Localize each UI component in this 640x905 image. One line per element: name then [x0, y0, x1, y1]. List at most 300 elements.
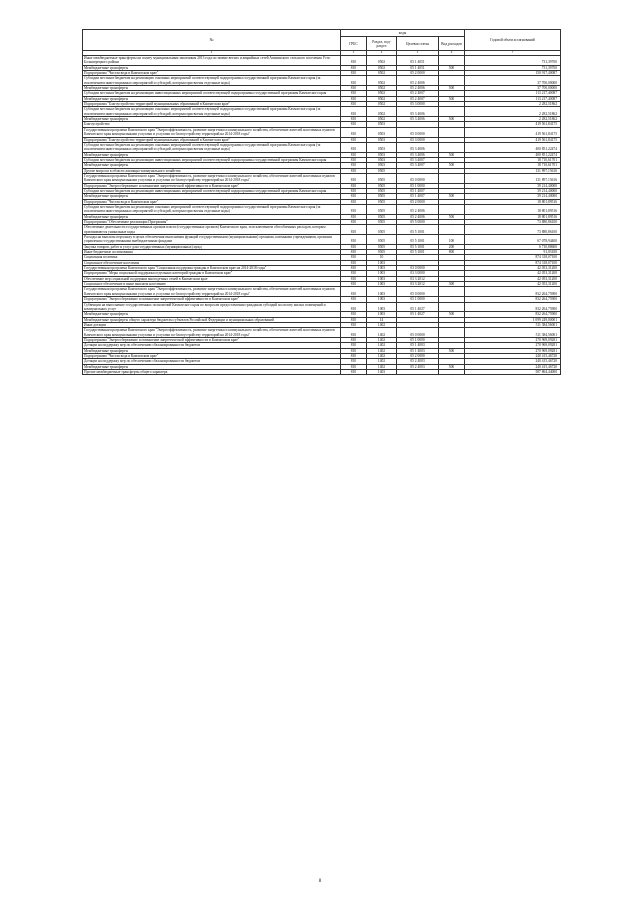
row-grbs: 810 [341, 199, 367, 204]
row-name: Подпрограмма "Энергосбережение и повышение энергетической эффективности в Камчатском крае" [83, 337, 341, 342]
row-section: 0505 [367, 235, 397, 245]
col-num: 7 [465, 51, 561, 56]
row-target-article: 05 1 4003 [397, 343, 439, 348]
row-expense-type: 500 [439, 65, 465, 70]
row-target-article: 05 0 0000 [397, 287, 439, 297]
table-row [83, 127, 561, 137]
row-section: 1402 [367, 343, 397, 348]
row-target-article: 05 1 4027 [397, 312, 439, 317]
row-name: Государственная программа Камчатского края "Социальная поддержка граждан в Камчатском крае на 2014-2018 годы" [83, 266, 341, 271]
row-grbs: 810 [341, 244, 367, 249]
row-name: Межбюджетные трансферты [83, 86, 341, 91]
row-target-article: 05 1 4051 [397, 56, 439, 66]
row-amount: 874 318,07100 [465, 260, 561, 265]
row-expense-type: 500 [439, 214, 465, 219]
table-row [83, 235, 561, 245]
budget-table-sheet [82, 29, 560, 375]
row-target-article: 05 3 4006 [397, 117, 439, 122]
row-amount: 240 415,46720 [465, 359, 561, 364]
row-name: Обеспечение мер социальной поддержки многодетных семей в Камчатском крае [83, 276, 341, 281]
table-body [83, 56, 561, 375]
row-amount: 37 700,00000 [465, 86, 561, 91]
row-section: 1003 [367, 276, 397, 281]
row-expense-type [439, 302, 465, 312]
row-grbs: 810 [341, 96, 367, 101]
row-name: Подпрограмма "Чистая вода в Камчатском крае" [83, 199, 341, 204]
row-section: 0505 [367, 204, 397, 214]
row-section: 0505 [367, 220, 397, 225]
row-target-article [397, 369, 439, 374]
row-section: 0503 [367, 122, 397, 127]
row-expense-type [439, 76, 465, 86]
row-section: 1003 [367, 282, 397, 287]
row-section: 0502 [367, 102, 397, 107]
row-grbs: 810 [341, 56, 367, 66]
row-target-article: 05 2 4006 [397, 214, 439, 219]
row-target-article: 05 3 4007 [397, 163, 439, 168]
row-amount: 6 710,88600 [465, 244, 561, 249]
row-name: Подпрограмма "Меры социальной поддержки отдельных категорий граждан в Камчатском крае" [83, 271, 341, 276]
row-amount: 400 851,22474 [465, 142, 561, 152]
row-grbs: 810 [341, 117, 367, 122]
row-section: 0505 [367, 194, 397, 199]
row-grbs: 810 [341, 71, 367, 76]
row-target-article: 03 3 0000 [397, 271, 439, 276]
header-target-article: Целевая статья [397, 37, 439, 51]
row-target-article: 05 2 4006 [397, 86, 439, 91]
row-grbs: 810 [341, 137, 367, 142]
row-name: Подпрограмма "Благоустройство территорий муниципальных образований в Камчатском крае" [83, 102, 341, 107]
row-name: Государственная программа Камчатского края "Энергоэффективность, развитие энергетики и коммунального хозяйства, обеспечение жителей населенных пунктов Камчатского края коммунальными услугами и услугами по благоустройству территорий на 2014-2018 годы" [83, 173, 341, 183]
row-grbs: 810 [341, 127, 367, 137]
row-amount: 113 217,40087 [465, 96, 561, 101]
row-section: 1402 [367, 328, 397, 338]
row-grbs: 810 [341, 194, 367, 199]
row-target-article: 05 3 4006 [397, 107, 439, 117]
row-expense-type: 800 [439, 250, 465, 255]
row-section: 0502 [367, 76, 397, 86]
row-expense-type: 500 [439, 364, 465, 369]
row-section: 0502 [367, 65, 397, 70]
row-target-article: 05 5 1001 [397, 235, 439, 245]
row-name: Субсидии местным бюджетам на реализацию инвестиционных мероприятий соответствующей подпрограммы государственной программы Камчатского края [83, 188, 341, 193]
row-target-article: 03 3 2012 [397, 282, 439, 287]
row-amount: 731,39700 [465, 56, 561, 66]
row-target-article: 05 3 0000 [397, 102, 439, 107]
row-name: Иные бюджетные ассигнования [83, 250, 341, 255]
row-name: Закупка товаров, работ и услуг для государственных (муниципальных) нужд [83, 244, 341, 249]
row-target-article: 05 1 0000 [397, 297, 439, 302]
row-grbs: 810 [341, 152, 367, 157]
row-name: Подпрограмма "Энергосбережение и повышение энергетической эффективности в Камчатском крае" [83, 183, 341, 188]
row-target-article: 05 2 4006 [397, 204, 439, 214]
row-grbs: 810 [341, 86, 367, 91]
row-grbs: 810 [341, 287, 367, 297]
row-section: 0505 [367, 214, 397, 219]
row-name: Подпрограмма "Обеспечение реализации Программы" [83, 220, 341, 225]
row-grbs: 810 [341, 348, 367, 353]
row-grbs: 810 [341, 302, 367, 312]
row-grbs: 810 [341, 173, 367, 183]
row-section: 0503 [367, 137, 397, 142]
row-amount: 73 880,86100 [465, 225, 561, 235]
table-row [83, 76, 561, 86]
row-expense-type: 200 [439, 244, 465, 249]
row-section: 0505 [367, 168, 397, 173]
row-amount: 832 264,75900 [465, 312, 561, 317]
row-name: Прочие межбюджетные трансферты общего характера [83, 369, 341, 374]
row-name: Иные межбюджетные трансферты на оплату муниципальным заказчиком 2013 года по замене ветхих и аварийных сетей Апачинского сельского поселения Усть-Большерецкого района [83, 56, 341, 66]
row-expense-type [439, 287, 465, 297]
row-expense-type [439, 204, 465, 214]
row-name: Обеспечение деятельности государственных органов власти (государственных органов) Камчатского края, за исключением обособленных расходов, которым присваиваются уникальные коды [83, 225, 341, 235]
row-name: Межбюджетные трансферты [83, 152, 341, 157]
row-section: 0502 [367, 96, 397, 101]
row-target-article: 05 2 4007 [397, 96, 439, 101]
row-grbs: 810 [341, 214, 367, 219]
row-expense-type [439, 107, 465, 117]
row-amount: 39 214,40000 [465, 194, 561, 199]
table-row [83, 302, 561, 312]
row-expense-type [439, 56, 465, 66]
row-section: 0502 [367, 91, 397, 96]
row-section: 0505 [367, 188, 397, 193]
row-amount: 42 053,31200 [465, 276, 561, 281]
row-section: 1003 [367, 260, 397, 265]
row-expense-type [439, 127, 465, 137]
row-grbs: 810 [341, 317, 367, 322]
row-amount: 419 561,84175 [465, 127, 561, 137]
row-target-article: 05 2 4006 [397, 76, 439, 86]
row-amount: 42 053,31200 [465, 282, 561, 287]
row-section: 1402 [367, 359, 397, 364]
row-target-article: 05 2 4003 [397, 359, 439, 364]
row-amount: 874 318,07100 [465, 255, 561, 260]
row-grbs: 810 [341, 76, 367, 86]
row-amount: 832 264,75900 [465, 297, 561, 302]
row-grbs: 810 [341, 107, 367, 117]
header-grbs: ГРБС [341, 37, 367, 51]
row-section: 0505 [367, 225, 397, 235]
row-amount: 18 801,89516 [465, 199, 561, 204]
row-amount: 39 214,40000 [465, 188, 561, 193]
row-target-article: 05 2 4003 [397, 364, 439, 369]
row-name: Подпрограмма "Чистая вода в Камчатском крае" [83, 71, 341, 76]
row-amount: 150 917,40087 [465, 71, 561, 76]
row-grbs: 810 [341, 102, 367, 107]
row-name: Подпрограмма "Благоустройство территорий муниципальных образований в Камчатском крае" [83, 137, 341, 142]
row-target-article: 05 5 0000 [397, 220, 439, 225]
table-row [83, 107, 561, 117]
table-row [83, 369, 561, 374]
row-section: 10 [367, 255, 397, 260]
row-section: 1402 [367, 364, 397, 369]
row-section: 0502 [367, 56, 397, 66]
row-expense-type [439, 173, 465, 183]
row-grbs: 810 [341, 65, 367, 70]
row-grbs: 810 [341, 353, 367, 358]
row-amount: 18 710,61701 [465, 163, 561, 168]
row-section: 0503 [367, 157, 397, 162]
row-section: 0502 [367, 71, 397, 76]
row-grbs: 810 [341, 188, 367, 193]
row-section: 1403 [367, 369, 397, 374]
row-name: Иные дотации [83, 322, 341, 327]
row-target-article: 05 1 4007 [397, 188, 439, 193]
row-name: Социальное обеспечение и иные выплаты населению [83, 282, 341, 287]
table-row [83, 287, 561, 297]
budget-table [82, 29, 561, 375]
row-target-article: 03 0 0000 [397, 266, 439, 271]
row-grbs: 810 [341, 322, 367, 327]
row-amount: 37 700,00000 [465, 76, 561, 86]
col-num: 6 [439, 51, 465, 56]
row-amount: 91,03100 [465, 250, 561, 255]
row-amount: 419 561,84175 [465, 137, 561, 142]
row-target-article: 05 5 1001 [397, 244, 439, 249]
row-grbs: 810 [341, 282, 367, 287]
row-amount: 131 897,15616 [465, 173, 561, 183]
row-section: 1003 [367, 266, 397, 271]
row-amount: 1 099 249,00001 [465, 317, 561, 322]
row-section: 1402 [367, 348, 397, 353]
page-number: 8 [318, 879, 322, 884]
row-target-article: 05 1 4027 [397, 302, 439, 312]
row-section: 1003 [367, 297, 397, 302]
row-target-article: 05 2 4007 [397, 91, 439, 96]
row-grbs: 810 [341, 260, 367, 265]
row-expense-type: 500 [439, 163, 465, 168]
row-target-article: 05 0 0000 [397, 328, 439, 338]
row-expense-type: 500 [439, 152, 465, 157]
row-name: Субсидии местным бюджетам на реализацию основных мероприятий соответствующей подпрограммы государственной программы Камчатского края (за исключением инвестиционных мероприятий и субсидий, которым присвоены отдельные коды) [83, 204, 341, 214]
row-name: Межбюджетные трансферты [83, 364, 341, 369]
row-section: 0503 [367, 163, 397, 168]
row-grbs: 810 [341, 225, 367, 235]
row-section: 0502 [367, 86, 397, 91]
row-name: Государственная программа Камчатского края "Энергоэффективность, развитие энергетики и коммунального хозяйства, обеспечение жителей населенных пунктов Камчатского края коммунальными услугами и услугами по благоустройству территорий на 2014-2018 годы" [83, 287, 341, 297]
row-expense-type: 500 [439, 194, 465, 199]
row-grbs: 810 [341, 364, 367, 369]
row-grbs: 810 [341, 255, 367, 260]
row-target-article: 05 3 0000 [397, 137, 439, 142]
row-amount: 270 969,09281 [465, 348, 561, 353]
row-name: Дотации на поддержку мер по обеспечению сбалансированности бюджетов [83, 343, 341, 348]
col-num: 3 [341, 51, 367, 56]
row-expense-type [439, 142, 465, 152]
row-expense-type: 500 [439, 86, 465, 91]
row-section: 1003 [367, 312, 397, 317]
row-name: Субсидии местным бюджетам на реализацию инвестиционных мероприятий соответствующей подпрограммы государственной программы Камчатского края [83, 91, 341, 96]
col-num: 2 [83, 51, 341, 56]
row-expense-type [439, 328, 465, 338]
row-target-article: 05 0 0000 [397, 173, 439, 183]
row-amount: 270 969,09281 [465, 343, 561, 348]
table-row [83, 173, 561, 183]
row-grbs: 810 [341, 142, 367, 152]
table-row [83, 56, 561, 66]
header-codes: коды [341, 30, 465, 37]
table-row [83, 328, 561, 338]
row-section: 0502 [367, 107, 397, 117]
row-grbs: 810 [341, 220, 367, 225]
row-section: 0505 [367, 244, 397, 249]
row-target-article: 05 1 4051 [397, 65, 439, 70]
header-section: Раздел, под-раздел [367, 37, 397, 51]
row-amount: 39 214,40000 [465, 183, 561, 188]
col-num: 5 [397, 51, 439, 56]
row-grbs: 810 [341, 168, 367, 173]
row-name: Расходы на выплаты персоналу в целях обеспечения выполнения функций государственными (муниципальными) органами, казенными учреждениями, органами управления государственными внебюджетными фондами [83, 235, 341, 245]
row-name: Подпрограмма "Энергосбережение и повышение энергетической эффективности в Камчатском крае" [83, 297, 341, 302]
row-name: Межбюджетные трансферты [83, 65, 341, 70]
row-name: Благоустройство [83, 122, 341, 127]
row-target-article: 05 5 1001 [397, 250, 439, 255]
header-annual-volume: Годовой объем ассигнований [465, 30, 561, 51]
row-expense-type [439, 369, 465, 374]
row-amount: 511 384,56001 [465, 328, 561, 338]
row-expense-type: 500 [439, 117, 465, 122]
row-grbs: 810 [341, 343, 367, 348]
row-section: 0505 [367, 199, 397, 204]
row-name: Подпрограмма "Чистая вода в Камчатском крае" [83, 353, 341, 358]
row-name: Субсидии местным бюджетам на реализацию основных мероприятий соответствующей подпрограммы государственной программы Камчатского края (за исключением инвестиционных мероприятий и субсидий, которым присвоены отдельные коды) [83, 76, 341, 86]
row-grbs: 810 [341, 328, 367, 338]
row-grbs: 810 [341, 266, 367, 271]
row-name: Социальная политика [83, 255, 341, 260]
row-target-article: 05 2 0000 [397, 353, 439, 358]
row-grbs: 810 [341, 250, 367, 255]
row-expense-type: 300 [439, 282, 465, 287]
row-name: Государственная программа Камчатского края "Энергоэффективность, развитие энергетики и коммунального хозяйства, обеспечение жителей населенных пунктов Камчатского края коммунальными услугами и услугами по благоустройству территорий на 2014-2018 годы" [83, 127, 341, 137]
row-target-article: 05 1 4003 [397, 348, 439, 353]
row-expense-type: 500 [439, 312, 465, 317]
row-section: 0502 [367, 117, 397, 122]
row-amount: 131 897,15616 [465, 168, 561, 173]
row-grbs: 810 [341, 271, 367, 276]
row-grbs: 810 [341, 235, 367, 245]
row-name: Межбюджетные трансферты [83, 117, 341, 122]
row-target-article: 05 3 4006 [397, 142, 439, 152]
row-expense-type: 500 [439, 348, 465, 353]
row-grbs: 810 [341, 359, 367, 364]
row-target-article: 05 5 1001 [397, 225, 439, 235]
row-amount: 42 053,31200 [465, 266, 561, 271]
row-amount: 73 880,86100 [465, 220, 561, 225]
row-target-article: 05 1 4007 [397, 194, 439, 199]
row-name: Межбюджетные трансферты [83, 312, 341, 317]
row-amount: 113 217,40087 [465, 91, 561, 96]
row-amount: 511 384,56001 [465, 322, 561, 327]
row-amount: 419 561,84175 [465, 122, 561, 127]
row-amount: 42 053,31200 [465, 271, 561, 276]
row-amount: 18 801,89516 [465, 204, 561, 214]
row-section: 0503 [367, 152, 397, 157]
row-name: Межбюджетные трансферты [83, 214, 341, 219]
row-grbs: 810 [341, 297, 367, 302]
row-expense-type: 500 [439, 96, 465, 101]
row-name: Межбюджетные трансферты [83, 348, 341, 353]
row-grbs: 810 [341, 91, 367, 96]
row-amount: 731,39700 [465, 65, 561, 70]
row-section: 1003 [367, 271, 397, 276]
table-row [83, 225, 561, 235]
row-amount: 832 264,75900 [465, 302, 561, 312]
row-target-article: 05 2 0000 [397, 199, 439, 204]
table-row [83, 142, 561, 152]
row-target-article: 03 3 2012 [397, 276, 439, 281]
row-section: 14 [367, 317, 397, 322]
row-amount: 2 282,51862 [465, 107, 561, 117]
row-section: 1402 [367, 322, 397, 327]
row-name: Межбюджетные трансферты [83, 163, 341, 168]
row-grbs: 810 [341, 157, 367, 162]
row-grbs: 810 [341, 204, 367, 214]
row-section: 1003 [367, 287, 397, 297]
row-amount: 400 851,22474 [465, 152, 561, 157]
row-section: 1402 [367, 353, 397, 358]
row-section: 0503 [367, 127, 397, 137]
row-grbs: 810 [341, 312, 367, 317]
row-expense-type [439, 225, 465, 235]
row-grbs: 810 [341, 276, 367, 281]
row-name: Субсидии местным бюджетам на реализацию основных мероприятий соответствующей подпрограммы государственной программы Камчатского края (за исключением инвестиционных мероприятий и субсидий, которым присвоены отдельные коды) [83, 107, 341, 117]
row-section: 1003 [367, 302, 397, 312]
row-grbs: 810 [341, 369, 367, 374]
row-amount: 18 710,61701 [465, 157, 561, 162]
row-grbs: 810 [341, 337, 367, 342]
row-section: 1402 [367, 337, 397, 342]
row-target-article: 05 3 4007 [397, 157, 439, 162]
row-name: Межбюджетные трансферты [83, 194, 341, 199]
row-amount: 270 969,09281 [465, 337, 561, 342]
row-name: Субвенции на выполнение государственных полномочий Камчатского края по вопросам предоставления гражданам субсидий на оплату жилых помещений и коммунальных услуг [83, 302, 341, 312]
row-target-article: 05 2 0000 [397, 71, 439, 76]
col-num: 4 [367, 51, 397, 56]
row-target-article: 05 1 0000 [397, 337, 439, 342]
row-amount: 2 282,51862 [465, 102, 561, 107]
row-amount: 240 415,46720 [465, 353, 561, 358]
header-number: № [83, 30, 341, 51]
header-expense-type: Вид расходов [439, 37, 465, 51]
row-target-article: 05 1 0000 [397, 183, 439, 188]
row-amount: 832 264,75900 [465, 287, 561, 297]
row-section: 0505 [367, 173, 397, 183]
row-target-article: 05 0 0000 [397, 127, 439, 137]
row-grbs: 810 [341, 122, 367, 127]
row-amount: 587 864,44000 [465, 369, 561, 374]
row-target-article: 05 3 4006 [397, 152, 439, 157]
row-amount: 240 415,46720 [465, 364, 561, 369]
row-amount: 18 801,89516 [465, 214, 561, 219]
row-name: Государственная программа Камчатского края "Энергоэффективность, развитие энергетики и коммунального хозяйства, обеспечение жителей населенных пунктов Камчатского края коммунальными услугами и услугами по благоустройству территорий на 2014-2018 годы" [83, 328, 341, 338]
table-row [83, 204, 561, 214]
row-name: Другие вопросы в области жилищно-коммунального хозяйства [83, 168, 341, 173]
row-grbs: 810 [341, 163, 367, 168]
row-name: Субсидии местным бюджетам на реализацию инвестиционных мероприятий соответствующей подпрограммы государственной программы Камчатского края [83, 157, 341, 162]
row-name: Дотации на поддержку мер по обеспечению сбалансированности бюджетов [83, 359, 341, 364]
row-section: 0505 [367, 183, 397, 188]
row-amount: 2 282,51862 [465, 117, 561, 122]
row-name: Межбюджетные трансферты [83, 96, 341, 101]
row-section: 0505 [367, 250, 397, 255]
row-grbs: 810 [341, 183, 367, 188]
row-name: Субсидии местным бюджетам на реализацию основных мероприятий соответствующей подпрограммы государственной программы Камчатского края (за исключением инвестиционных мероприятий и субсидий, которым присвоены отдельные коды) [83, 142, 341, 152]
row-amount: 67 078,94400 [465, 235, 561, 245]
row-section: 0503 [367, 142, 397, 152]
row-expense-type: 100 [439, 235, 465, 245]
row-name: Социальное обеспечение населения [83, 260, 341, 265]
